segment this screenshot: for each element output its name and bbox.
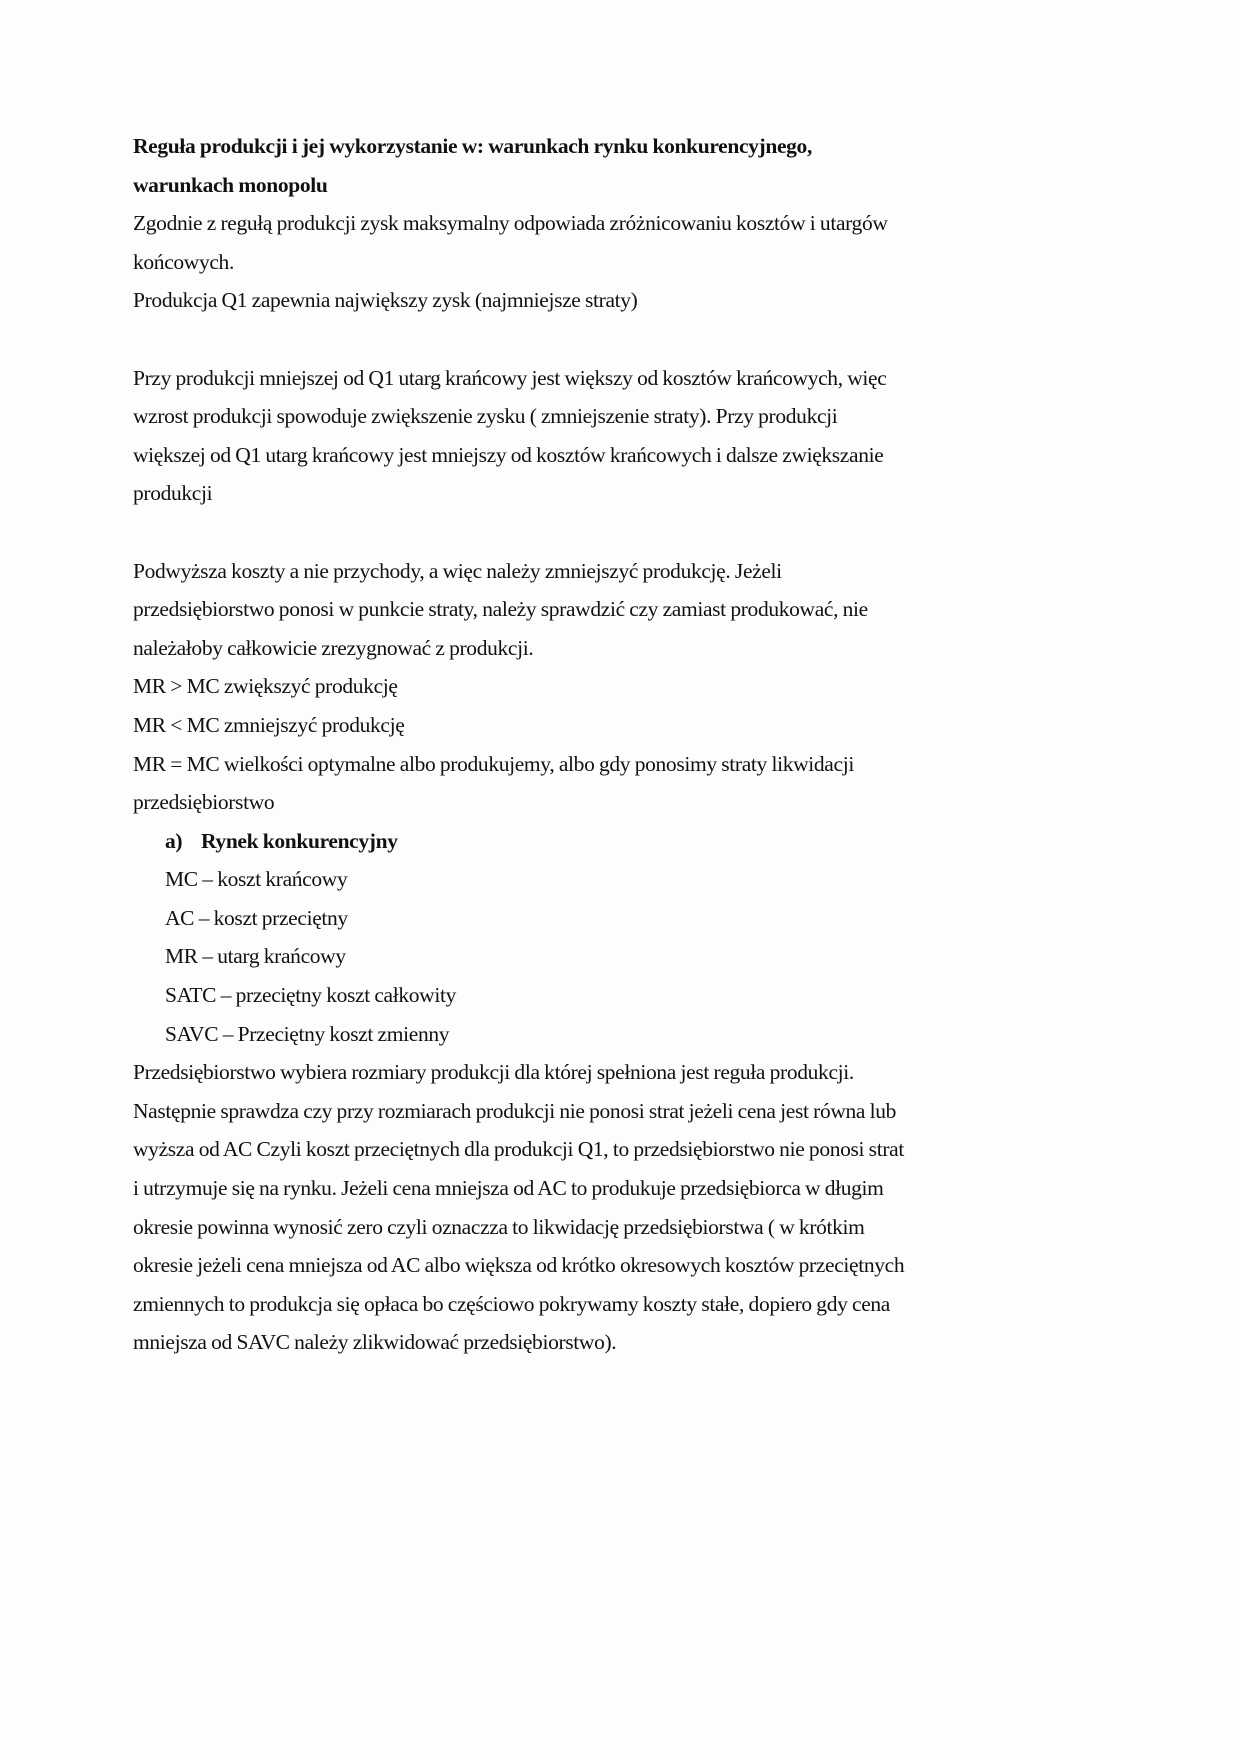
rule-line: przedsiębiorstwo bbox=[133, 790, 275, 815]
paragraph-competitive-decision bbox=[133, 1053, 1123, 1362]
definition-item bbox=[133, 860, 1123, 899]
paragraph-costs bbox=[133, 552, 1123, 668]
text-line: większej od Q1 utarg krańcowy jest mniejszy od kosztów krańcowych i dalsze zwiększanie bbox=[133, 442, 884, 467]
definition-abbr: SATC bbox=[165, 983, 217, 1008]
production-rules bbox=[133, 667, 1123, 821]
text-line: Zgodnie z regułą produkcji zysk maksymalny odpowiada zróżnicowaniu kosztów i utargów bbox=[133, 211, 888, 236]
definition-item bbox=[133, 899, 1123, 938]
paragraph-mr-mc-explanation bbox=[133, 359, 1123, 513]
text-line: Produkcja Q1 zapewnia największy zysk (najmniejsze straty) bbox=[133, 288, 638, 313]
section-heading-text: Rynek konkurencyjny bbox=[201, 828, 398, 853]
rule-line: MR > MC zwiększyć produkcję bbox=[133, 674, 398, 699]
definition-text: – koszt przeciętny bbox=[194, 905, 348, 930]
text-line: mniejsza od SAVC należy zlikwidować przedsiębiorstwo). bbox=[133, 1330, 617, 1355]
definition-abbr: MC bbox=[165, 867, 198, 892]
text-line: przedsiębiorstwo ponosi w punkcie straty, należy sprawdzić czy zamiast produkować, nie bbox=[133, 597, 868, 622]
definition-text: – utarg krańcowy bbox=[197, 944, 346, 969]
text-line: produkcji bbox=[133, 481, 213, 506]
text-line: Następnie sprawdza czy przy rozmiarach produkcji nie ponosi strat jeżeli cena jest równa lub bbox=[133, 1098, 897, 1123]
definition-text: – przeciętny koszt całkowity bbox=[216, 983, 456, 1008]
definition-item bbox=[133, 937, 1123, 976]
section-heading bbox=[133, 822, 1123, 861]
definition-text: – Przeciętny koszt zmienny bbox=[218, 1021, 450, 1046]
text-line: należałoby całkowicie zrezygnować z produkcji. bbox=[133, 635, 534, 660]
text-line: Podwyższa koszty a nie przychody, a więc należy zmniejszyć produkcję. Jeżeli bbox=[133, 558, 782, 583]
text-line: wzrost produkcji spowoduje zwiększenie zysku ( zmniejszenie straty). Przy produkcji bbox=[133, 404, 838, 429]
text-line: okresie jeżeli cena mniejsza od AC albo większa od krótko okresowych kosztów przeciętnych bbox=[133, 1253, 905, 1278]
document-title bbox=[133, 127, 1123, 204]
text-line: Przedsiębiorstwo wybiera rozmiary produkcji dla której spełniona jest reguła produkcji. bbox=[133, 1060, 854, 1085]
blank-line bbox=[133, 513, 1123, 552]
section-competitive-market bbox=[133, 822, 1123, 1054]
definition-item bbox=[133, 976, 1123, 1015]
definition-abbr: SAVC bbox=[165, 1021, 219, 1046]
definition-item bbox=[133, 1015, 1123, 1054]
rule-line: MR = MC wielkości optymalne albo produkujemy, albo gdy ponosimy straty likwidacji bbox=[133, 751, 854, 776]
text-line: okresie powinna wynosić zero czyli oznaczza to likwidację przedsiębiorstwa ( w krótkim bbox=[133, 1214, 865, 1239]
rule-line: MR < MC zmniejszyć produkcję bbox=[133, 712, 405, 737]
document-page bbox=[133, 127, 1123, 1362]
intro-paragraph bbox=[133, 204, 1123, 320]
blank-line bbox=[133, 320, 1123, 359]
text-line: końcowych. bbox=[133, 249, 234, 274]
title-line: warunkach monopolu bbox=[133, 172, 328, 197]
text-line: Przy produkcji mniejszej od Q1 utarg krańcowy jest większy od kosztów krańcowych, więc bbox=[133, 365, 887, 390]
text-line: i utrzymuje się na rynku. Jeżeli cena mniejsza od AC to produkuje przedsiębiorca w długim bbox=[133, 1176, 884, 1201]
list-marker: a) bbox=[165, 828, 183, 853]
definition-abbr: MR bbox=[165, 944, 198, 969]
title-line: Reguła produkcji i jej wykorzystanie w: warunkach rynku konkurencyjnego, bbox=[133, 134, 812, 158]
text-line: zmiennych to produkcja się opłaca bo częściowo pokrywamy koszty stałe, dopiero gdy cena bbox=[133, 1291, 891, 1316]
definition-text: – koszt krańcowy bbox=[197, 867, 348, 892]
text-line: wyższa od AC Czyli koszt przeciętnych dla produkcji Q1, to przedsiębiorstwo nie ponosi strat bbox=[133, 1137, 904, 1162]
definition-abbr: AC bbox=[165, 905, 195, 930]
